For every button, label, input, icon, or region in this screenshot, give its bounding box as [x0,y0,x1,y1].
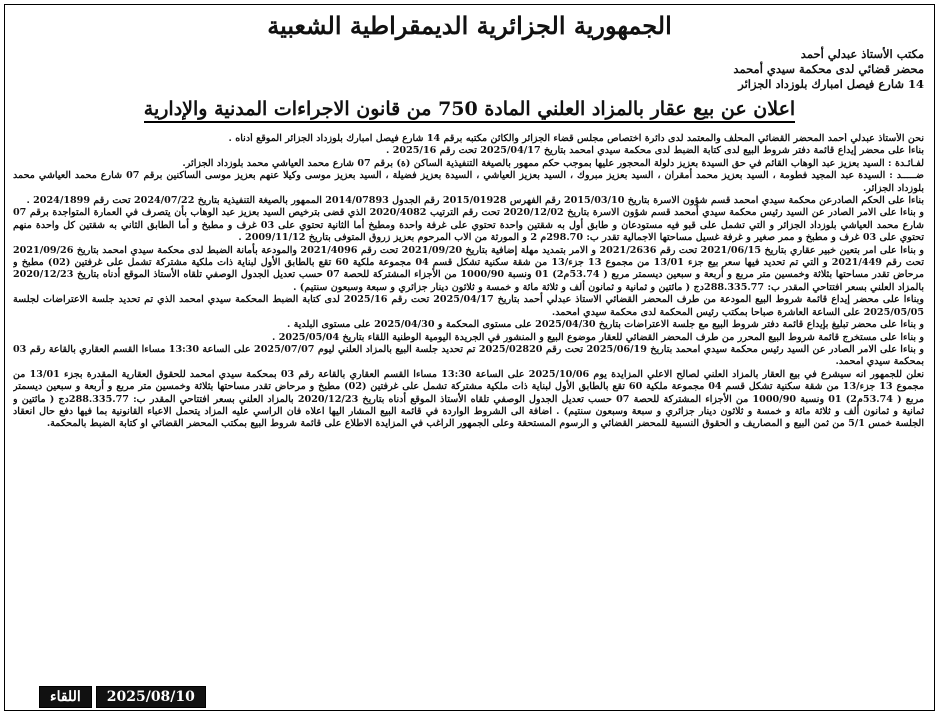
body-paragraph-against: ضـــــد : السيدة عبد المجيد فطومة ، السيد بعزيز محمد أمقران ، السيد بعزيز مبروك ، السيد بعزيز العياشي ، السيدة بعزيز فضيلة ، السيد بعزيز موسى وكيلا عنهم بعزيز موسى الساكنين برقم 07 شارع محمد العياشي محمد بلوزداد الجزائر. [13,170,924,194]
legal-notice-page [4,4,935,711]
body-paragraph-publication: و بناءا على مستخرج قائمة شروط البيع المحرر من طرف المحضر القضائي للعقار موضوع البيع و المنشور في الجريدة اليومية الوطنية اللقاء بتاريخ 2025/05/04 . [272,331,924,343]
publication-date: 2025/08/10 [96,686,206,708]
country-header: الجمهورية الجزائرية الديمقراطية الشعبية [267,11,672,40]
body-paragraph-deposit: بناءا على محضر إيداع قائمة دفتر شروط البيع لدى كتابة الضبط لدى محكمة سيدي امحمد بتاريخ 2025/04/17 تحت رقم 2025/16 . [386,145,924,157]
body-paragraph-beneficiary: لفـائـدة : السيد بعزيز عبد الوهاب القائم في حق السيدة بعزيز دلولة المحجور عليها بموجب حكم ممهور بالصيغة التنفيذية الساكن (ة) برقم 07 شارع محمد العياشي محمد بلوزداد الجزائر. [182,157,924,169]
publication-footer [39,686,206,708]
announcement-title-wrap [75,97,864,121]
body-paragraph-conditions: وبناءا على محضر إيداع قائمة شروط البيع المودعة من طرف المحضر القضائي الاستاذ عبدلي أحمد بتاريخ 2025/04/17 تحت رقم 2025/16 لدى كتابة الضبط المحكمة سيدي امحمد الذي تم تحديد جلسة الاعتراضات لجلسة 2025/05/05 على الساعة العاشرة صباحا بمكتب رئيس المحكمة لدى محكمة سيدي امحمد. [13,294,924,318]
announcement-title: اعلان عن بيع عقار بالمزاد العلني المادة 750 من قانون الاجراءات المدنية والإدارية [144,98,795,123]
body-paragraph-judgment: بناءا على الحكم الصادرعن محكمة سيدي امحمد قسم شؤون الاسرة بتاريخ 2015/03/10 رقم الفهرس 2015/01928 رقم الجدول 2014/07893 الممهور بالصيغة التنفيذية بتاريخ 2024/07/22 تحت رقم 2024/1899 . [26,195,924,207]
office-name: مكتب الأستاذ عبدلي أحمد [800,47,924,61]
body-paragraph-notification: و بناءا على محضر تبليغ بإيداع قائمة دفتر شروط البيع مع جلسة الاعتراضات بتاريخ 2025/04/30 على مستوى المحكمة و 2025/04/30 على مستوى البلدية . [286,319,924,331]
bailiff-office-info [564,47,924,92]
announcement-body [13,133,924,690]
body-paragraph-order: و بناءا على الامر الصادر عن السيد رئيس محكمة سيدي أمحمد قسم شؤون الاسرة بتاريخ 2020/12/02 تحت رقم الترتيب 2020/4082 الذي قضى بترخيص السيد بعزيز عبد الوهاب بأن يتصرف في العمارة المتواجدة برقم 07 شارع محمد العياشي بلوزداد الجزائر و التي تشمل على قبو فيه مستودعان و طابق أول به شقتين واحدة تحتوي على غرفة واحدة ومطبخ أما الثانية تحتوي على 03 غرف و مطبخ و أما الطابق الثاني به شقتين كل واحدة منهم تحتوي على 03 غرف و مطبخ و ممر صغير و غرفة غسيل مساحتها الاجمالية تقدر ب: 298.70م 2 و المورثة من الاب المرحوم بعزيز زروق المتوفى بتاريخ 2009/11/12 . [13,207,924,244]
body-paragraph-expert: و بناءا على امر بتعين خبير عقاري بتاريخ 2021/06/15 تحت رقم 2021/2636 و الامر بتمديد مهلة إضافية بتاريخ 2021/09/20 تحت رقم 2021/4096 والمودعة بأمانة الضبط لدى محكمة سيدي امحمد بتاريخ 2021/09/26 تحت رقم 2021/449 و التي تم تحديد فيها سعر بيع جزء 13/01 من مجموع 13 جزء/13 من شقة سكنية تشكل قسم 04 مجموعة ملكية 60 تقع بالطابق الأول لبناية ذات ملكية مشتركة تشمل على غرفتين (02) مطبخ و مرحاض تقدر مساحتها بثلاثة وخمسين متر مربع و أربعة و سبعين ديسمتر مربع ( 53.74م2) 01 ونسبة 1000/90 من الأجزاء المشتركة للحصة 07 حسب تعديل الجدول الوصفي تلقاه الأستاذ الموقع أدناه بتاريخ 2020/12/23 بالمزاد العلني بسعر افتتاحي المقدر ب: 288.335.77دج ( مائتين و ثمانية و ثمانون ألف و ثلاثة مائة و خمسة و ثلاثون دينار جزائري و سبعة وسبعون سنتيم) . [13,244,924,293]
body-paragraph-public-notice: نعلن للجمهور انه سيشرع في بيع العقار بالمزاد العلني لصالح الاعلي المزايدة يوم 2025/10/06 على الساعة 13:30 مساءا القسم العقاري بالقاعة رقم 03 بمحكمة سيدي امحمد للحقوق العقارية المقدرة بجزء 13/01 من مجموع 13 جزء/13 من شقة سكنية تشكل قسم 04 مجموعة ملكية 60 تقع بالطابق الأول لبناية ذات ملكية مشتركة تشمل على غرفتين (02) مطبخ و مرحاض تقدر مساحتها بثلاثة وخمسين متر مربع و أربعة و سبعين ديسمتر مربع ( 53.74م2) 01 ونسبة 1000/90 من الأجزاء المشتركة للحصة 07 حسب تعديل الجدول الوصفي تلقاه الأستاذ الموقع أدناه بتاريخ 2020/12/23 بالمزاد العلني بسعر افتتاحي المقدر ب: 288.335.77دج ( مائتين و ثمانية و ثمانون ألف و ثلاثة مائة و خمسة و ثلاثون دينار جزائري و سبعة وسبعون سنتيم) . اضافة الى الشروط الواردة في قائمة البيع المشار اليها اعلاه فان الراسي عليه المزاد يتحمل الاعباء القانونية بما فيها دفع حال انعقاد الجلسة خمس 5/1 من ثمن البيع و المصاريف و الحقوق النسبية للمحضر القضائي و الرسوم المستحقة وعلى الجمهور الراغب في المزايدة الاطلاع على قائمة شروط البيع بمكتب المحضر القضائي او كتابة الضبط بالمحكمة. [13,368,924,430]
newspaper-name: اللقاء [39,686,92,708]
body-paragraph-session: و بناءا على الامر الصادر عن السيد رئيس محكمة سيدي امحمد بتاريخ 2025/06/19 تحت رقم 2025/02820 تم تحديد جلسة البيع بالمزاد العلني ليوم 2025/07/07 على الساعة 13:30 مساءا القسم العقاري بالقاعة رقم 03 بمحكمة سيدي امحمد. [13,343,924,368]
office-address: 14 شارع فيصل امبارك بلوزداد الجزائر [738,77,924,91]
office-role: محضر قضائي لدى محكمة سيدي أمحمد [733,62,924,76]
body-paragraph-intro: نحن الأستاذ عبدلي أحمد المحضر القضائي المحلف والمعتمد لدى دائرة اختصاص مجلس قضاء الجزائر والكائن مكتبه برقم 14 شارع فيصل امبارك بلوزداد الجزائر الموقع أدناه . [228,133,924,144]
